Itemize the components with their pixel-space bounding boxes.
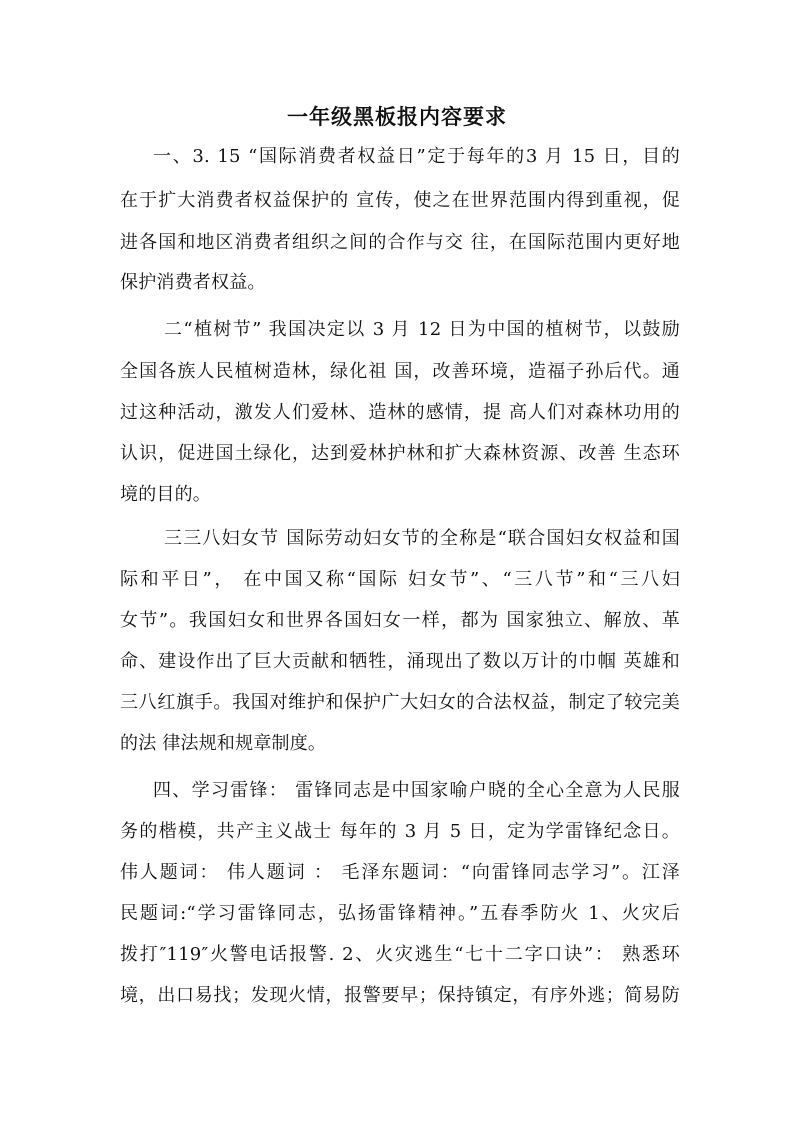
paragraph-3-line-6: 的法 律法规和规章制度。: [120, 733, 327, 754]
paragraph-2-line-5: 境的目的。: [120, 484, 211, 505]
paragraph-1-line-3: 进各国和地区消费者组织之间的合作与交 往，在国际范围内更好地: [120, 232, 680, 253]
paragraph-4-line-4: 民题词:“学习雷锋同志，弘扬雷锋精神。”五春季防火 1、火灾后: [120, 903, 680, 924]
paragraph-2-line-1: 二“植树节” 我国决定以 3 月 12 日为中国的植树节，以鼓励: [164, 319, 680, 340]
paragraph-1-line-2: 在于扩大消费者权益保护的 宣传，使之在世界范围内得到重视，促: [120, 190, 680, 211]
paragraph-1-line-1: 一、3. 15 “国际消费者权益日”定于每年的3 月 15 日，目的: [153, 146, 680, 167]
paragraph-3-line-5: 三八红旗手。我国对维护和保护广大妇女的合法权益，制定了较完美: [120, 692, 680, 713]
paragraph-3-line-1: 三三八妇女节 国际劳动妇女节的全称是“联合国妇女权益和国: [164, 528, 680, 549]
paragraph-4-line-2: 务的楷模，共产主义战士 每年的 3 月 5 日，定为学雷锋纪念日。: [120, 821, 680, 842]
document-title: 一年级黑板报内容要求: [287, 104, 507, 129]
paragraph-3-line-4: 命、建设作出了巨大贡献和牺牲，涌现出了数以万计的巾帼 英雄和: [120, 651, 680, 672]
paragraph-2-line-2: 全国各族人民植树造林，绿化祖 国，改善环境，造福子孙后代。通: [120, 361, 680, 382]
paragraph-2-line-3: 过这种活动，激发人们爱林、造林的感情，提 高人们对森林功用的: [120, 402, 680, 423]
paragraph-4-line-6: 境，出口易找；发现火情，报警要早；保持镇定，有序外逃；简易防: [120, 985, 680, 1006]
paragraph-2-line-4: 认识，促进国土绿化，达到爱林护林和扩大森林资源、改善 生态环: [120, 443, 680, 464]
paragraph-1-line-4: 保护消费者权益。: [120, 272, 266, 293]
paragraph-4-line-1: 四、学习雷锋： 雷锋同志是中国家喻户晓的全心全意为人民服: [153, 780, 680, 801]
paragraph-4-line-3: 伟人题词： 伟人题词 ： 毛泽东题词：“向雷锋同志学习”。江泽: [120, 862, 680, 883]
paragraph-4-line-5: 拨打″119″火警电话报警. 2、火灾逃生“七十二字口诀”： 熟悉环: [120, 944, 680, 965]
paragraph-3-line-2: 际和平日”， 在中国又称“国际 妇女节”、“三八节”和“三八妇: [120, 569, 680, 590]
paragraph-3-line-3: 女节”。我国妇女和世界各国妇女一样，都为 国家独立、解放、革: [120, 610, 680, 631]
